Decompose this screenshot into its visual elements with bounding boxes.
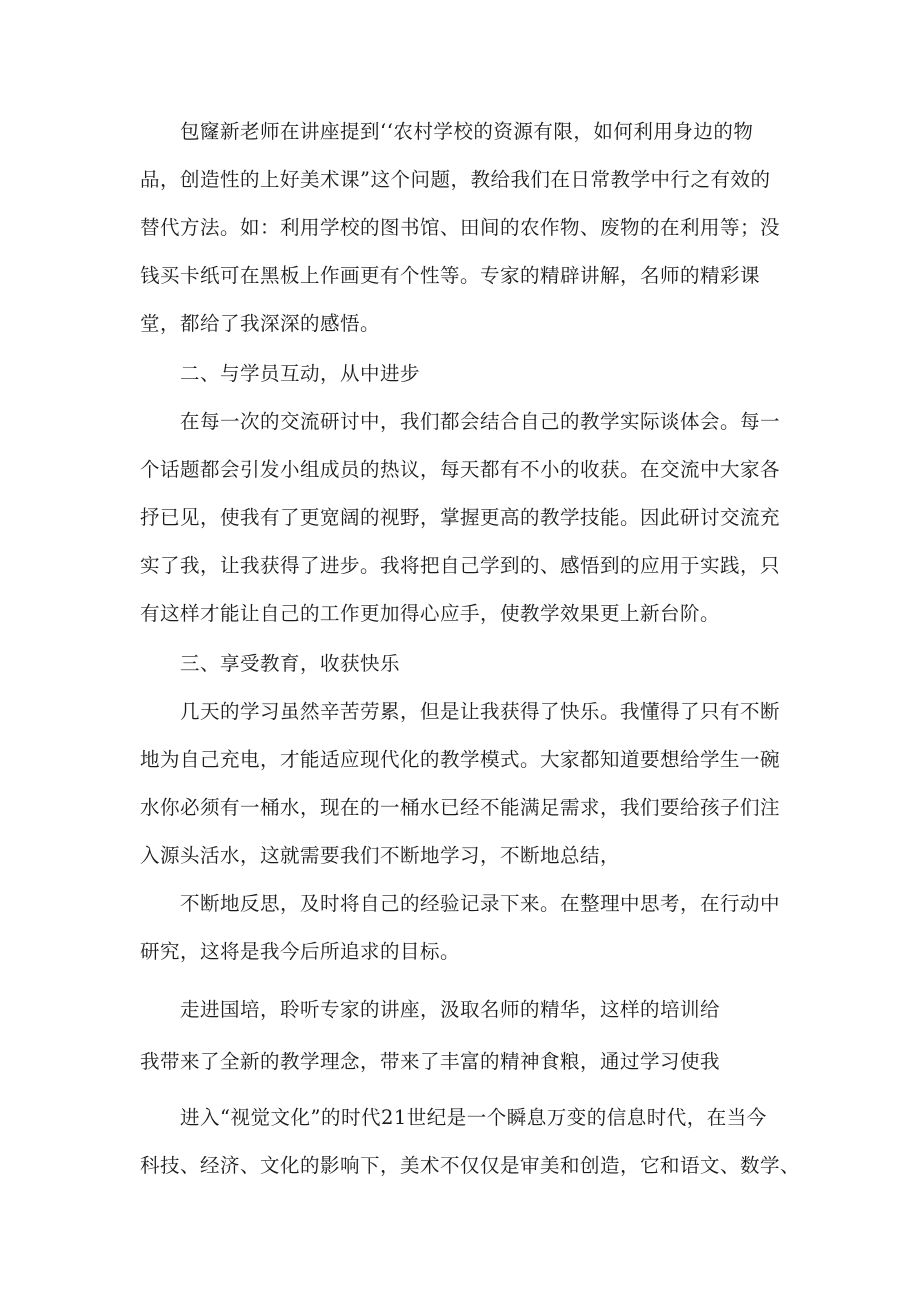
paragraph-1-line-2: 品，创造性的上好美术课”这个问题，教给我们在日常教学中行之有效的 <box>140 168 771 191</box>
paragraph-4-line-1: 不断地反思，及时将自己的经验记录下来。在整理中思考，在行动中 <box>180 892 781 915</box>
paragraph-2-line-1: 在每一次的交流研讨中，我们都会结合自己的教学实际谈体会。每一 <box>180 410 781 433</box>
paragraph-6-line-1: 进入“视觉文化”的时代21世纪是一个瞬息万变的信息时代，在当今 <box>180 1106 767 1129</box>
paragraph-5-line-1: 走进国培，聆听专家的讲座，汲取名师的精华，这样的培训给 <box>180 998 721 1021</box>
paragraph-1-line-3: 替代方法。如：利用学校的图书馆、田间的农作物、废物的在利用等；没 <box>140 216 781 239</box>
paragraph-1-line-4: 钱买卡纸可在黑板上作画更有个性等。专家的精辟讲解，名师的精彩课 <box>140 264 761 287</box>
paragraph-2-line-2: 个话题都会引发小组成员的热议，每天都有不小的收获。在交流中大家各 <box>140 458 781 481</box>
paragraph-5-line-2: 我带来了全新的教学理念，带来了丰富的精神食粮，通过学习使我 <box>140 1050 721 1073</box>
paragraph-3-line-1: 几天的学习虽然辛苦劳累，但是让我获得了快乐。我懂得了只有不断 <box>180 700 781 723</box>
paragraph-3-line-2: 地为自己充电，才能适应现代化的教学模式。大家都知道要想给学生一碗 <box>140 748 781 771</box>
paragraph-1-line-1: 包窿新老师在讲座提到‘‘农村学校的资源有限，如何利用身边的物 <box>180 120 754 143</box>
paragraph-3-line-3: 水你必须有一桶水，现在的一桶水已经不能满足需求，我们要给孩子们注 <box>140 796 781 819</box>
paragraph-6-line-2: 科技、经济、文化的影响下，美术不仅仅是审美和创造，它和语文、数学、 <box>140 1154 801 1177</box>
paragraph-2-line-5: 有这样才能让自己的工作更加得心应手，使教学效果更上新台阶。 <box>140 602 721 625</box>
paragraph-2-line-3: 抒已见，使我有了更宽阔的视野，掌握更高的教学技能。因此研讨交流充 <box>140 506 781 529</box>
paragraph-3-line-4: 入源头活水，这就需要我们不断地学习，不断地总结， <box>140 844 621 867</box>
paragraph-4-line-2: 研究，这将是我今后所追求的目标。 <box>140 940 461 963</box>
section-heading-3: 三、享受教育，收获快乐 <box>180 652 401 675</box>
paragraph-1-line-5: 堂，都给了我深深的感悟。 <box>140 312 381 335</box>
paragraph-2-line-4: 实了我，让我获得了进步。我将把自己学到的、感悟到的应用于实践，只 <box>140 554 781 577</box>
section-heading-2: 二、与学员互动，从中进步 <box>180 362 421 385</box>
